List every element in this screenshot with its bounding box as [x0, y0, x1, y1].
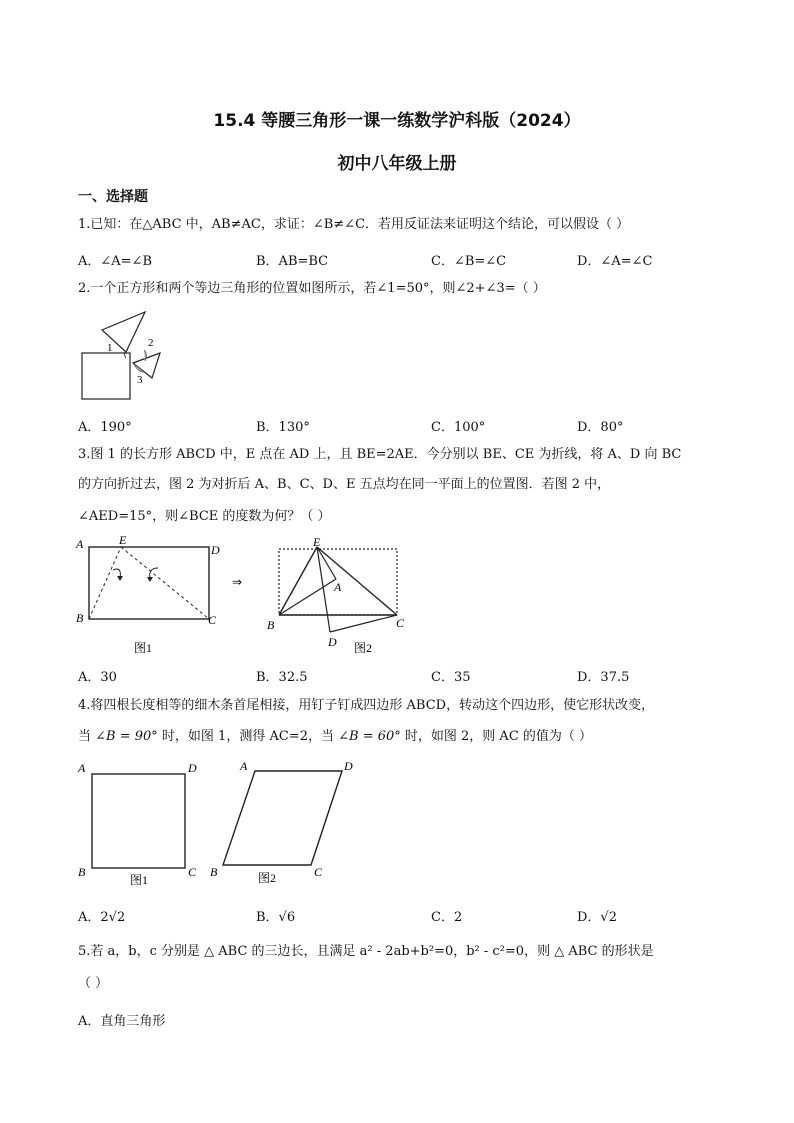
rh-label-d: D — [344, 759, 353, 773]
fig2-label-e: E — [313, 535, 321, 549]
angle-b-60: ∠B = 60° — [338, 729, 401, 744]
square-shape — [82, 353, 130, 399]
q5-option-a: A．直角三角形 — [78, 1014, 166, 1029]
q2-option-a: A．190° — [78, 420, 132, 435]
label-2: 2 — [148, 337, 154, 349]
fig2-label-c: C — [396, 616, 405, 630]
question-4-stem-line2: 当 ∠B = 90° 时，如图 1，测得 AC=2，当 ∠B = 60° 时，如图 2，则 AC 的值为（ ） — [78, 729, 593, 744]
q4-option-b: B．√6 — [256, 910, 296, 925]
arrow-icon: ⇒ — [232, 575, 243, 589]
doc-subtitle: 初中八年级上册 — [337, 154, 457, 174]
fig2-label-b: B — [267, 618, 275, 632]
fig1-label-d: D — [211, 543, 220, 557]
fig1-label-c: C — [208, 613, 217, 627]
fig2-label-d: D — [328, 635, 337, 649]
q3-option-d: D．37.5 — [577, 670, 630, 685]
q2-option-c: C．100° — [431, 420, 486, 435]
q1-option-c: C．∠B=∠C — [431, 254, 507, 269]
q3-option-a: A．30 — [78, 670, 117, 685]
q4-fig2-caption: 图2 — [258, 871, 277, 885]
q4-option-a: A．2√2 — [78, 910, 126, 925]
rhombus-abcd — [223, 771, 342, 865]
q4-fig1-caption: 图1 — [130, 873, 149, 887]
q2-option-b: B．130° — [256, 420, 310, 435]
section-heading: 一、选择题 — [78, 189, 148, 205]
label-1: 1 — [107, 342, 113, 354]
rh-label-a: A — [240, 759, 248, 773]
question-3-stem-line3: ∠AED=15°，则∠BCE 的度数为何？（ ） — [78, 509, 331, 524]
q4-figure — [72, 756, 372, 890]
fig1-label-a: A — [76, 537, 84, 551]
question-5-stem-line1: 5.若 a，b，c 分别是 △ ABC 的三边长，且满足 a² - 2ab+b²=0，b² - c²=0，则 △ ABC 的形状是 — [78, 944, 654, 959]
doc-title: 15.4 等腰三角形一课一练数学沪科版（2024） — [213, 111, 581, 131]
fig1-label-e: E — [119, 534, 127, 547]
sq-label-d: D — [188, 761, 197, 775]
square-abcd — [92, 774, 185, 868]
q1-option-a: A．∠A=∠B — [78, 254, 153, 269]
q3-figure — [72, 534, 417, 658]
rh-label-b: B — [210, 865, 218, 879]
sq-label-c: C — [188, 865, 197, 879]
q2-option-d: D．80° — [577, 420, 624, 435]
q3-option-c: C．35 — [431, 670, 471, 685]
question-3-stem-line2: 的方向折过去，图 2 为对折后 A、B、C、D、E 五点均在同一平面上的位置图．若图 2 中， — [78, 477, 611, 492]
fig2-label-a: A — [334, 580, 342, 594]
q4-option-d: D．√2 — [577, 910, 617, 925]
angle-b-90: ∠B = 90° — [95, 729, 158, 744]
q3-fig2 — [267, 535, 405, 655]
q1-option-b: B．AB=BC — [256, 254, 329, 269]
question-2-stem: 2.一个正方形和两个等边三角形的位置如图所示，若∠1=50°，则∠2+∠3=（ ） — [78, 281, 546, 296]
q4-option-c: C．2 — [431, 910, 463, 925]
q3-option-b: B．32.5 — [256, 670, 308, 685]
sq-label-a: A — [78, 761, 86, 775]
fig2-caption: 图2 — [354, 641, 373, 655]
fig1-label-b: B — [76, 611, 84, 625]
sq-label-b: B — [78, 865, 86, 879]
question-1-stem: 1.已知：在△ABC 中，AB≠AC，求证：∠B≠∠C．若用反证法来证明这个结论，可以假设（ ） — [78, 217, 630, 232]
label-3: 3 — [137, 374, 143, 386]
q2-figure — [78, 306, 174, 402]
question-3-stem-line1: 3.图 1 的长方形 ABCD 中，E 点在 AD 上，且 BE=2AE．今分别以 BE、CE 为折线，将 A、D 向 BC — [78, 447, 682, 462]
q1-option-d: D．∠A=∠C — [577, 254, 653, 269]
rh-label-c: C — [314, 865, 323, 879]
q3-fig1 — [75, 534, 220, 655]
fig1-caption: 图1 — [134, 641, 153, 655]
question-4-stem-line1: 4.将四根长度相等的细木条首尾相接，用钉子钉成四边形 ABCD，转动这个四边形，使它形状改变， — [78, 698, 655, 713]
question-5-stem-line2: （ ） — [78, 976, 109, 991]
